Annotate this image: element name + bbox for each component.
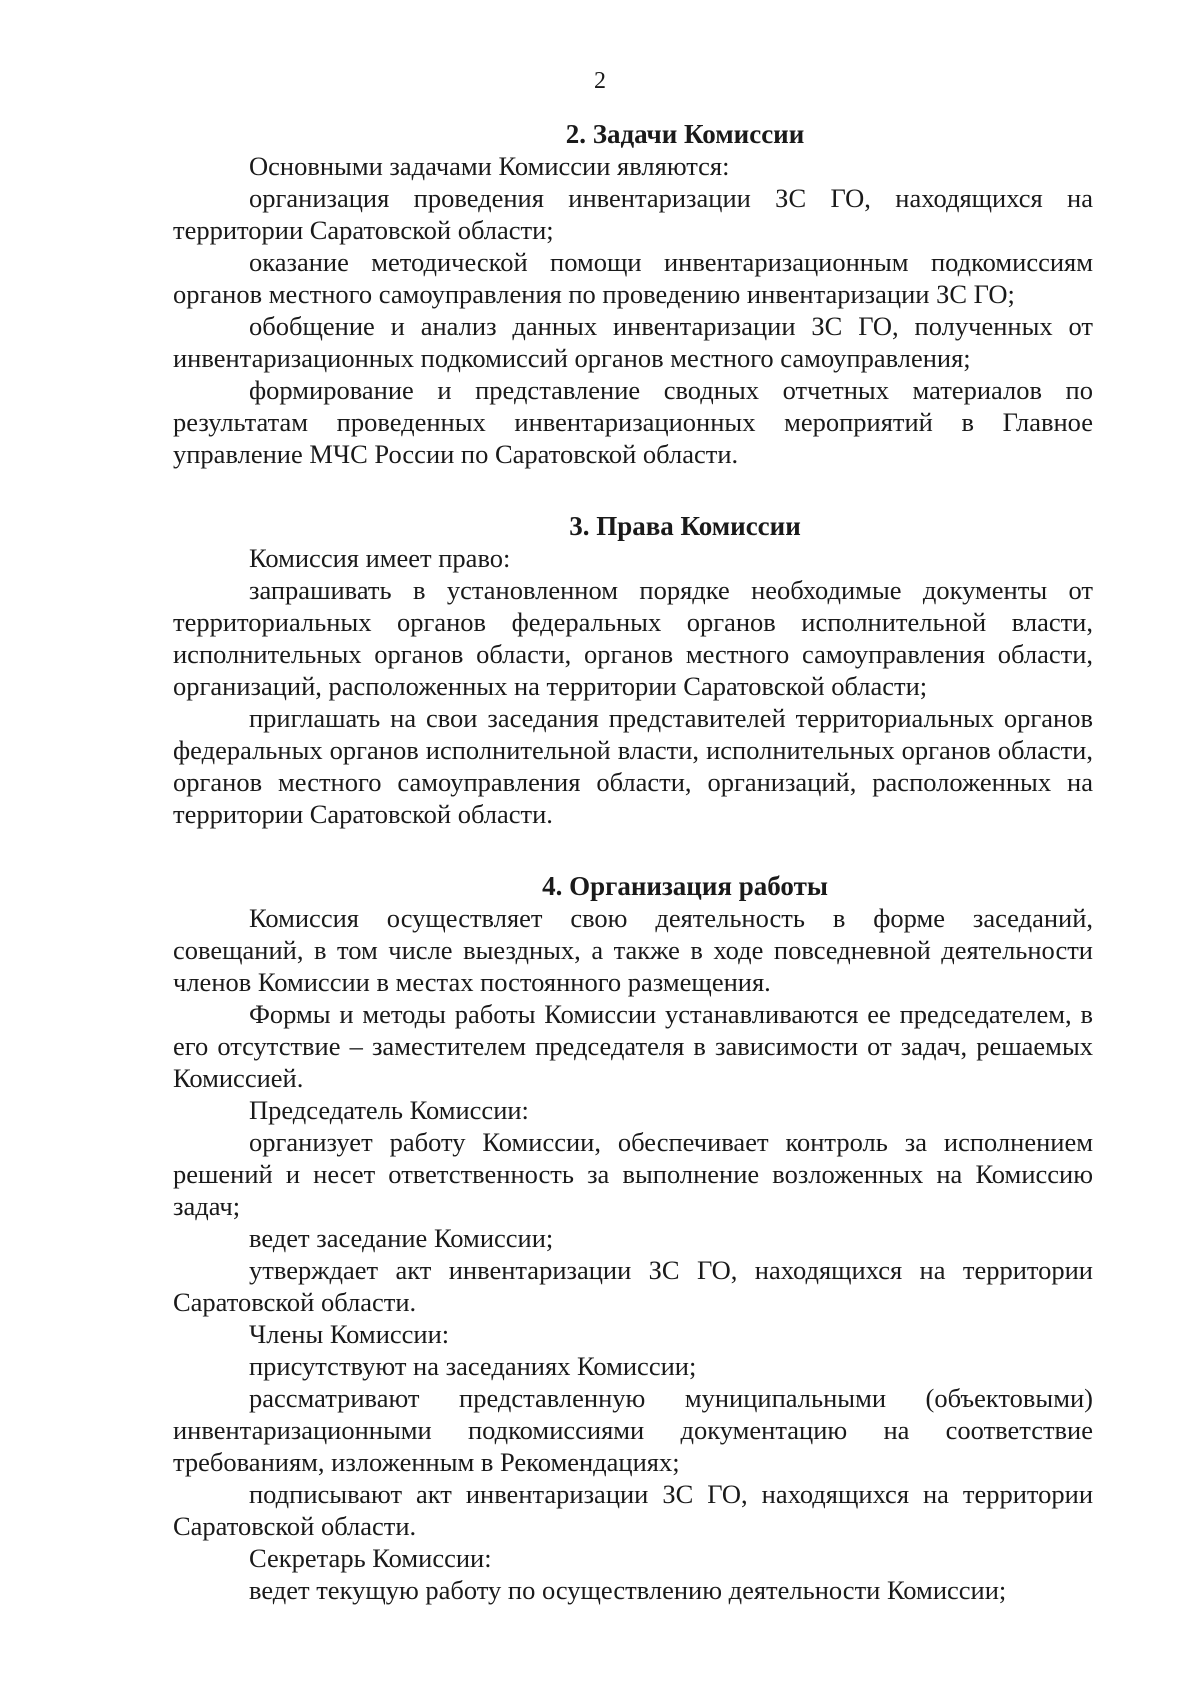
section-spacer	[173, 470, 1093, 510]
paragraph: Секретарь Комиссии:	[249, 1543, 492, 1573]
paragraph: Члены Комиссии:	[249, 1319, 450, 1349]
paragraph: организация проведения инвентаризации ЗС ГО, находящихся на территории Саратовской области;	[173, 183, 1093, 245]
paragraph: утверждает акт инвентаризации ЗС ГО, находящихся на территории Саратовской области.	[173, 1255, 1093, 1317]
paragraph: обобщение и анализ данных инвентаризации ЗС ГО, полученных от инвентаризационных подкомиссий органов местного самоуправления;	[173, 311, 1093, 373]
paragraph: Комиссия имеет право:	[249, 543, 511, 573]
paragraph: ведет текущую работу по осуществлению деятельности Комиссии;	[249, 1575, 1007, 1605]
paragraph: ведет заседание Комиссии;	[249, 1223, 554, 1253]
paragraph: организует работу Комиссии, обеспечивает контроль за исполнением решений и несет ответственность за выполнение возложенных на Комиссию задач;	[173, 1127, 1093, 1221]
section-title-organization: 4. Организация работы	[542, 871, 828, 901]
page-number: 2	[594, 68, 606, 94]
paragraph: Формы и методы работы Комиссии устанавливаются ее председателем, в его отсутствие – заместителем председателя в зависимости от задач, решаемых Комиссией.	[173, 999, 1093, 1093]
paragraph: запрашивать в установленном порядке необходимые документы от территориальных органов федеральных органов исполнительной власти, исполнительных органов области, органов местного самоуправления области, организаций, расположенных на территории Саратовской области;	[173, 575, 1093, 701]
paragraph: приглашать на свои заседания представителей территориальных органов федеральных органов исполнительной власти, исполнительных органов области, органов местного самоуправления области, организаций, расположенных на территории Саратовской области.	[173, 703, 1093, 829]
paragraph: рассматривают представленную муниципальными (объектовыми) инвентаризационными подкомиссиями документацию на соответствие требованиям, изложенным в Рекомендациях;	[173, 1383, 1093, 1477]
paragraph: Председатель Комиссии:	[249, 1095, 529, 1125]
paragraph: формирование и представление сводных отчетных материалов по результатам проведенных инвентаризационных мероприятий в Главное управление МЧС России по Саратовской области.	[173, 375, 1093, 469]
paragraph: Комиссия осуществляет свою деятельность в форме заседаний, совещаний, в том числе выездных, а также в ходе повседневной деятельности членов Комиссии в местах постоянного размещения.	[173, 903, 1093, 997]
paragraph: присутствуют на заседаниях Комиссии;	[249, 1351, 697, 1381]
paragraph: Основными задачами Комиссии являются:	[249, 151, 730, 181]
document-body	[173, 118, 1093, 1606]
paragraph: подписывают акт инвентаризации ЗС ГО, находящихся на территории Саратовской области.	[173, 1479, 1093, 1541]
section-spacer	[173, 830, 1093, 870]
paragraph: оказание методической помощи инвентаризационным подкомиссиям органов местного самоуправления по проведению инвентаризации ЗС ГО;	[173, 247, 1093, 309]
section-title-tasks: 2. Задачи Комиссии	[565, 119, 805, 149]
section-title-rights: 3. Права Комиссии	[569, 511, 801, 541]
